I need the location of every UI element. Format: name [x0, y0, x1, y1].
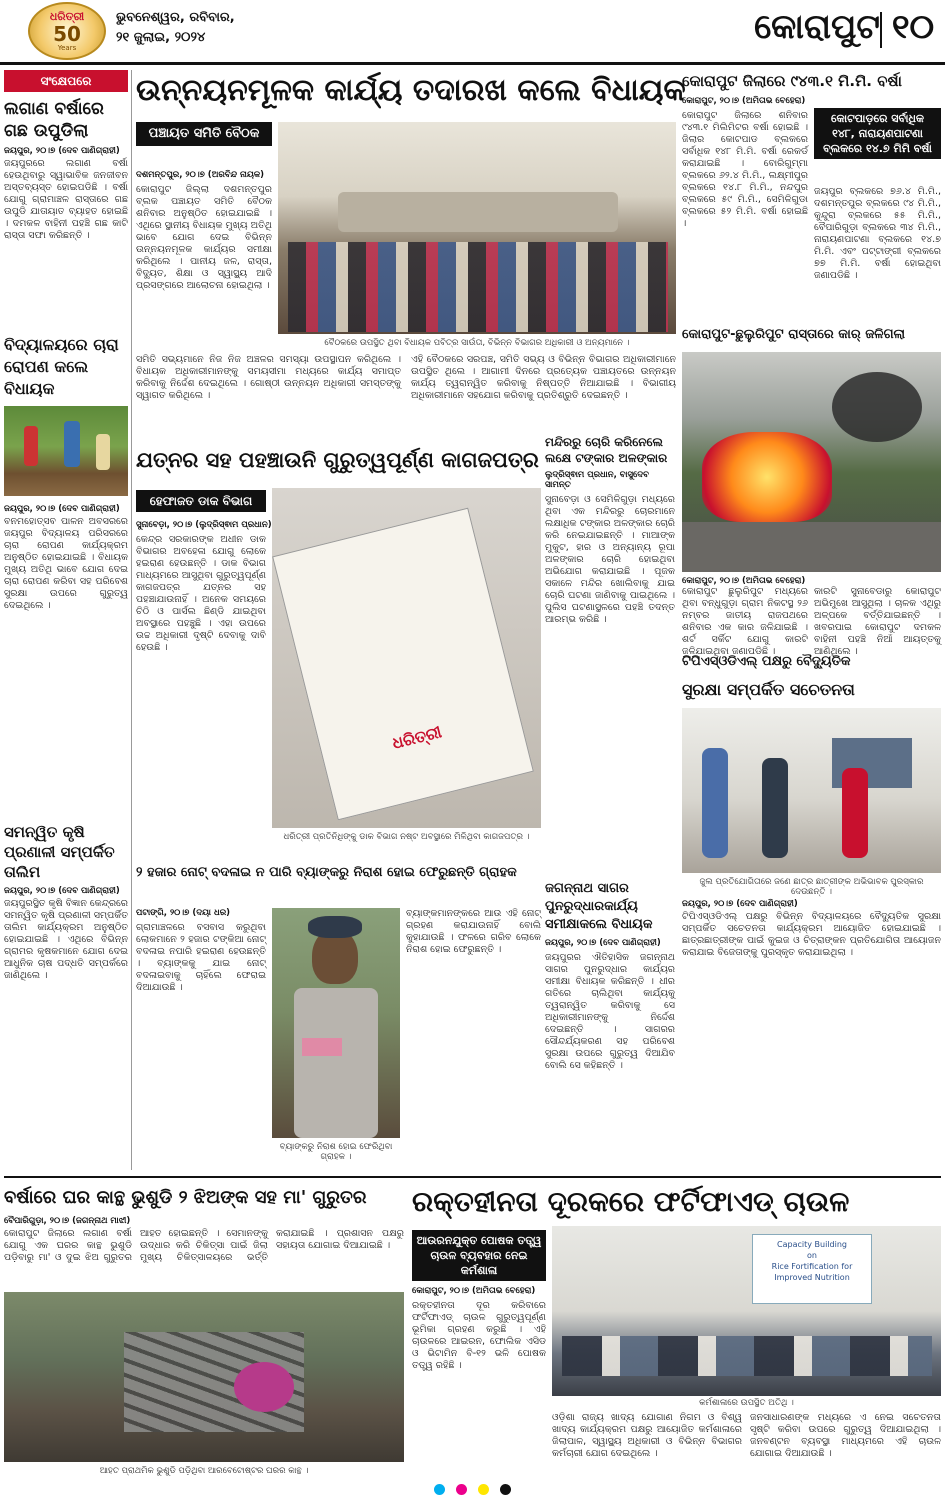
temple-headline: ମନ୍ଦିରରୁ ଚୋରି କରିନେଲେ ଲକ୍ଷେ ଟଙ୍କାର ଅଳଙ୍କାର — [545, 435, 668, 465]
lead-text-3: ଏହି ବୈଠକରେ ସରପଞ୍ଚ, ସମିତି ସଭ୍ୟ ଓ ବିଭିନ୍ନ ବିଭାଗର ଅଧିକାରୀମାନେ ଉପସ୍ଥିତ ଥିଲେ । ଆଗାମୀ ଦିନରେ ପ୍ରତ୍ୟେକ ପଞ୍ଚାୟତରେ ଉନ୍ନୟନ କାର୍ଯ୍ୟ ତ୍ୱରାନ୍ୱିତ କରିବାକୁ ନିଷ୍ପତ୍ତି ନିଆଯାଇଛି । ବିଭାଗୀୟ ଅଧିକାରୀମାନେ ସହଯୋଗ କରିବାକୁ ପ୍ରତିଶ୍ରୁତି ଦେଇଛନ୍ତି । — [411, 354, 676, 401]
car-story — [682, 320, 941, 657]
house-headline: ବର୍ଷାରେ ଘର କାନ୍ଥ ଭୁଶୁଡି ୨ ଝିଅଙ୍କ ସହ ମା' ଗୁରୁତର — [4, 1187, 367, 1208]
safety-text: ଟିପିଏସ୍‌ଓଡିଏଲ୍ ପକ୍ଷରୁ ବିଭିନ୍ନ ବିଦ୍ୟାଳୟରେ ବୈଦ୍ୟୁତିକ ସୁରକ୍ଷା ସମ୍ପର୍କିତ ସଚେତନତା କାର୍ଯ୍ୟକ୍ରମ ଆୟୋଜିତ ହୋଇଯାଇଛି । ଛାତ୍ରଛାତ୍ରୀଙ୍କ ପାଇଁ କୁଇଜ ଓ ଚିତ୍ରାଙ୍କନ ପ୍ରତିଯୋଗିତା ଆୟୋଜନ କରାଯାଇ ବିଜେତାଙ୍କୁ ପୁରସ୍କୃତ କରାଯାଇଥିଲା । — [682, 911, 941, 958]
safety-text-continued — [682, 970, 941, 1140]
brief-2-photo — [4, 406, 128, 496]
lead-caption: ବୈଠକରେ ଉପସ୍ଥିତ ଥିବା ବିଧାୟକ ପବିତ୍ର ସାଉଁତା, ବିଭିନ୍ନ ବିଭାଗର ଅଧିକାରୀ ଓ ଅନ୍ୟମାନେ । — [324, 338, 630, 348]
jagannath-byline: ଜୟପୁର, ୨୦।୭ (ଦେବ ପାଣିଗ୍ରାହୀ) — [545, 938, 661, 948]
dateline-place: ଭୁବନେଶ୍ୱର, ରବିବାର, — [116, 10, 235, 25]
post-text: କେନ୍ଦ୍ର ସରକାରଙ୍କ ଅଧୀନ ଡାକ ବିଭାଗର ଅବହେଳା ଯୋଗୁ ଲୋକେ ହଇରାଣ ହେଉଛନ୍ତି । ଡାକ ବିଭାଗ ମାଧ୍ୟମରେ ଆସୁଥିବା ଗୁରୁତ୍ୱପୂର୍ଣ୍ଣ କାଗଜପତ୍ର ଯତ୍ନର ସହ ପହଞ୍ଚାଯାଉନାହିଁ । ଅନେକ ସମୟରେ ଚିଠି ଓ ପାର୍ସଲ ଛିଣ୍ଡି ଯାଇଥିବା ଅବସ୍ଥାରେ ପହଞ୍ଚୁଛି । ଏହା ଉପରେ ଉଚ୍ଚ ଅଧିକାରୀ ଦୃଷ୍ଟି ଦେବାକୁ ଦାବି ହେଉଛି । — [136, 534, 266, 653]
car-text-1: କୋରାପୁଟ ଛୁଲୁରିପୁଟ ମଧ୍ୟରେ ଥିବା ବନ୍ଧୁଗୁଡ଼ା ଗ୍ରାମ ନିକଟସ୍ଥ ୨୬ ନମ୍ବର ଜାତୀୟ ରାଜପଥରେ ଶନିବାର ଏକ କାର ଜଳିଯାଇଛି । ଶର୍ଟ ସର୍କିଟ ଯୋଗୁ କାରଟି ଜଳିଯାଇଥିବା ଜଣାପଡିଛି । — [682, 586, 808, 657]
temple-byline: ଲୁଦ୍ରିସ୍ଵାମ ପ୍ରଧାନ, ବାସୁଦେବ ସାମନ୍ତ — [545, 470, 649, 490]
brief-1-text: ଜୟପୁରରେ ଲଗାଣ ବର୍ଷା ହେଉଥିବାରୁ ସ୍ୱାଭାବିକ ଜନଜୀବନ ଅସ୍ତବ୍ୟସ୍ତ ହୋଇପଡିଛି । ବର୍ଷା ଯୋଗୁ ଗ୍ରାମାଞ୍ଚଳ ରାସ୍ତାରେ ଗଛ ଉପୁଡି ଯାତାୟାତ ବ୍ୟାହତ ହୋଇଛି । ଦମକଳ ବାହିନୀ ପହଞ୍ଚି ଗଛ କାଟି ରାସ୍ତା ସଫା କରିଛନ୍ତି । — [4, 158, 128, 241]
jagannath-headline: ଜଗନ୍ନାଥ ସାଗର ପୁନରୁଦ୍ଧାରକାର୍ଯ୍ୟ ସମୀକ୍ଷାକଲେ ବିଧାୟକ — [545, 881, 653, 932]
rice-text-2: ଓଡ଼ିଶା ରାଜ୍ୟ ଖାଦ୍ୟ ଯୋଗାଣ ନିଗମ ଓ ବିଶ୍ୱ ଖାଦ୍ୟ କାର୍ଯ୍ୟକ୍ରମ ପକ୍ଷରୁ ଆୟୋଜିତ କର୍ମଶାଳାରେ ଜିଲାପାଳ, ସ୍ୱାସ୍ଥ୍ୟ ଅଧିକାରୀ ଓ ବିଭିନ୍ନ ବିଭାଗର କର୍ମଚାରୀ ଯୋଗ ଦେଇଥିଲେ । — [552, 1412, 742, 1459]
briefs-divider — [131, 70, 132, 1170]
lead-byline: ଦଶମନ୍ତପୁର, ୨୦।୭ (ଅରବିନ୍ଦ ନାୟକ) — [136, 170, 265, 180]
header-rule — [0, 62, 945, 65]
post-tag: ହେଫାଜତ ଡାକ ବିଭାଗ — [136, 490, 266, 512]
brief-2-byline: ଜୟପୁର, ୨୦।୭ (ଦେବ ପାଣିଗ୍ରାହୀ) — [4, 504, 120, 514]
brief-2-text: ବନମହୋତ୍ସବ ପାଳନ ଅବସରରେ ଜୟପୁର ବିଦ୍ୟାଳୟ ପରିସରରେ ଚାରା ରୋପଣ କାର୍ଯ୍ୟକ୍ରମ ଅନୁଷ୍ଠିତ ହୋଇଯାଇଛି । ବିଧାୟକ ମୁଖ୍ୟ ଅତିଥି ଭାବେ ଯୋଗ ଦେଇ ଚାରା ରୋପଣ କରିବା ସହ ପରିବେଶ ସୁରକ୍ଷା ଉପରେ ଗୁରୁତ୍ୱ ଦେଇଥିଲେ । — [4, 516, 128, 611]
rice-text-3: ଜନସାଧାରଣଙ୍କ ମଧ୍ୟରେ ଏ ନେଇ ସଚେତନତା ସୃଷ୍ଟି କରିବା ଉପରେ ଗୁରୁତ୍ୱ ଦିଆଯାଇଥିଲା । ଜନବଣ୍ଟନ ବ୍ୟବସ୍ଥା ମାଧ୍ୟମରେ ଏହି ଚାଉଳ ଯୋଗାଇ ଦିଆଯାଉଛି । — [750, 1412, 941, 1459]
rice-banner — [752, 1234, 872, 1304]
rice-caption: କର୍ମଶାଳାରେ ଉପସ୍ଥିତ ଅତିଥି । — [699, 1398, 794, 1408]
rice-photo — [552, 1226, 941, 1396]
car-text-2: କାରଟି ସୁନାବେଡାରୁ କୋରାପୁଟ ଅଭିମୁଖେ ଆସୁଥିଲା । ଚାଳକ ଏଥିରୁ ଅଳ୍ପକେ ବର୍ତ୍ତିଯାଇଛନ୍ତି । ଖବରପାଇ କୋରାପୁଟ ଦମକଳ ବାହିନୀ ପହଞ୍ଚି ନିଆଁ ଆୟତ୍ତକୁ ଆଣିଥିଲେ । — [814, 586, 941, 657]
jagannath-story — [545, 880, 675, 1170]
temple-text: ସୁନାବେଡ଼ା ଓ ସେମିଳିଗୁଡ଼ା ମଧ୍ୟରେ ଥିବା ଏକ ମନ୍ଦିରରୁ ଚୋରମାନେ ଲକ୍ଷାଧିକ ଟଙ୍କାର ଅଳଙ୍କାର ଚୋରି କରି ନେଇଯାଇଛନ୍ତି । ମାଆଙ୍କ ମୁକୁଟ, ହାର ଓ ଅନ୍ୟାନ୍ୟ ରୂପା ଅଳଙ୍କାର ଚୋରି ହୋଇଥିବା ଅଭିଯୋଗ କରାଯାଇଛି । ପୂଜକ ସକାଳେ ମନ୍ଦିର ଖୋଲିବାକୁ ଯାଇ ଚୋରି ଘଟଣା ଜାଣିବାକୁ ପାଇଥିଲେ । ପୁଲିସ ଘଟଣାସ୍ଥଳରେ ପହଞ୍ଚି ତଦନ୍ତ ଆରମ୍ଭ କରିଛି । — [545, 494, 675, 625]
magenta-swatch-icon — [456, 1484, 467, 1495]
temple-story — [545, 434, 675, 854]
logo-years: 50 — [53, 22, 81, 46]
rice-banner-line-4: Improved Nutrition — [774, 1273, 850, 1282]
black-swatch-icon — [500, 1484, 511, 1495]
safety-story — [682, 648, 941, 968]
notes-headline: ୨ ହଜାର ନୋଟ୍ ବଦଳାଇ ନ ପାରି ବ୍ୟାଙ୍କରୁ ନିରାଶ ହୋଇ ଫେରୁଛନ୍ତି ଗ୍ରାହକ — [136, 865, 517, 880]
lead-headline: ଉନ୍ନୟନମୂଳକ କାର୍ଯ୍ୟ ତଦାରଖ କଲେ ବିଧାୟକ — [136, 73, 686, 108]
post-envelope-label: ଧରିତ୍ରୀ — [390, 722, 444, 753]
logo-text: ଧରିତ୍ରୀ — [49, 10, 85, 23]
safety-headline-1: ଟିପିଏସ୍‌ଓଡିଏଲ୍ ପକ୍ଷରୁ ବୈଦ୍ୟୁତିକ — [682, 654, 851, 669]
masthead — [0, 0, 945, 64]
car-byline: କୋରାପୁଟ, ୨୦।୭ (ଅମିତାଭ ବେହେରା) — [682, 576, 806, 586]
rain-highlight-box: କୋଟପାଡ଼ରେ ସର୍ବାଧିକ ୧୪୮, ନାରାୟଣପାଟଣା ବ୍ଲକରେ ୧୪.୭ ମିମି ବର୍ଷା — [814, 108, 941, 159]
brief-2-headline: ବିଦ୍ୟାଳୟରେ ଚାରା ରୋପଣ କଲେ ବିଧାୟକ — [4, 335, 119, 398]
rice-banner-line-1: Capacity Building — [777, 1240, 847, 1249]
rain-byline: କୋରାପୁଟ, ୨୦।୭ (ଅମିତାଭ ବେହେରା) — [682, 96, 806, 106]
car-headline: କୋରାପୁଟ-ଛୁଲୁରିପୁଟ ରାସ୍ତାରେ କାର୍ ଜଳିଗଲା — [682, 327, 906, 342]
rain-headline: କୋରାପୁଟ ଜିଲାରେ ୯୪୩.୧ ମି.ମି. ବର୍ଷା — [682, 72, 902, 90]
page-number: ୧୦ — [891, 7, 935, 47]
notes-text-2: ବ୍ୟାଙ୍କମାନଙ୍କରେ ଆଉ ଏହି ନୋଟ୍ ଗ୍ରହଣ କରାଯାଉନାହିଁ ବୋଲି କୁହାଯାଉଛି । ଫଳରେ ଗରିବ ଲୋକେ ନିରାଶ ହୋଇ ଫେରୁଛନ୍ତି । — [406, 908, 541, 955]
safety-photo — [682, 708, 941, 873]
lead-story — [136, 68, 686, 433]
logo-sub: Years — [57, 44, 77, 52]
brief-3-text: ଜୟପୁରସ୍ଥିତ କୃଷି ବିଜ୍ଞାନ କେନ୍ଦ୍ରରେ ସମନ୍ୱିତ କୃଷି ପ୍ରଣାଳୀ ସମ୍ପର୍କିତ ତାଲିମ କାର୍ଯ୍ୟକ୍ରମ ଅନୁଷ୍ଠିତ ହୋଇଯାଇଛି । ଏଥିରେ ବିଭିନ୍ନ ଗ୍ରାମର କୃଷକମାନେ ଯୋଗ ଦେଇ ଆଧୁନିକ ଚାଷ ପଦ୍ଧତି ସମ୍ପର୍କରେ ଜାଣିଥିଲେ । — [4, 898, 129, 981]
bottom-section-rule — [4, 1176, 941, 1178]
notes-caption: ବ୍ୟାଙ୍କରୁ ନିରାଶ ହୋଇ ଫେରିଥିବା ଗ୍ରାହକ । — [279, 1142, 393, 1162]
rice-headline: ରକ୍ତହୀନତା ଦୂରକରେ ଫର୍ଟିଫାଏଡ୍ ଚାଉଳ — [412, 1185, 850, 1218]
briefs-column — [4, 70, 128, 1170]
post-caption: ଧରିତ୍ରୀ ପ୍ରତିନିଧିଙ୍କୁ ଡାକ ବିଭାଗ ନଷ୍ଟ ଅବସ୍ଥାରେ ମିଳିଥିବା କାଗଜପତ୍ର । — [283, 832, 530, 842]
dateline-date: ୨୧ ଜୁଲାଇ, ୨୦୨୪ — [116, 30, 206, 45]
cyan-swatch-icon — [434, 1484, 445, 1495]
logo-badge — [28, 2, 106, 60]
rice-story — [412, 1182, 941, 1477]
brief-3-byline: ଜୟପୁର, ୨୦।୭ (ଦେବ ପାଣିଗ୍ରାହୀ) — [4, 886, 120, 896]
rice-banner-line-2: on — [807, 1251, 817, 1260]
lead-tag: ପଞ୍ଚାୟତ ସମିତି ବୈଠକ — [136, 122, 272, 146]
post-story — [136, 438, 541, 848]
brief-1-headline: ଲଗାଣ ବର୍ଷାରେ ଗଛ ଉପୁଡିଲା — [4, 99, 104, 141]
house-text: କୋରାପୁଟ ଜିଲାରେ ଲଗାଣ ବର୍ଷା ଯୋଗୁ ଏକ ଘରର କାନ୍ଥ ଭୁଶୁଡି ପଡ଼ିବାରୁ ମା' ଓ ଦୁଇ ଝିଅ ଗୁରୁତର ଆହତ ହୋଇଛନ୍ତି । ସେମାନଙ୍କୁ ଉଦ୍ଧାର କରି ଚିକିତ୍ସା ପାଇଁ ଜିଲା ମୁଖ୍ୟ ଚିକିତ୍ସାଳୟରେ ଭର୍ତ୍ତି କରାଯାଇଛି । ପ୍ରଶାସନ ପକ୍ଷରୁ ସହାୟତା ଯୋଗାଇ ଦିଆଯାଇଛି । — [4, 1228, 404, 1263]
jagannath-text: ଜୟପୁରର ଐତିହାସିକ ଜଗନ୍ନାଥ ସାଗର ପୁନରୁଦ୍ଧାର କାର୍ଯ୍ୟର ସମୀକ୍ଷା ବିଧାୟକ କରିଛନ୍ତି । ଧୀର ଗତିରେ ଚାଲିଥିବା କାର୍ଯ୍ୟକୁ ତ୍ୱରାନ୍ୱିତ କରିବାକୁ ସେ ଅଧିକାରୀମାନଙ୍କୁ ନିର୍ଦ୍ଦେଶ ଦେଇଛନ୍ତି । ସାଗରର ସୌନ୍ଦର୍ଯ୍ୟକରଣ ସହ ପରିବେଶ ସୁରକ୍ଷା ଉପରେ ଗୁରୁତ୍ୱ ଦିଆଯିବ ବୋଲି ସେ କହିଛନ୍ତି । — [545, 952, 675, 1071]
section-title: କୋରାପୁଟ — [754, 7, 880, 47]
section-divider — [880, 12, 882, 48]
rice-tag: ଆଉରନଯୁକ୍ତ ପୋଷକ ତତ୍ତ୍ୱ ଚାଉଳ ବ୍ୟବହାର ନେଇ କର୍ମଶାଳା — [412, 1230, 546, 1281]
notes-photo — [272, 908, 400, 1138]
lead-photo — [278, 122, 676, 334]
dateline — [116, 8, 376, 48]
rice-byline: କୋରାପୁଟ, ୨୦।୭ (ଅମିତାଭ ବେହେରା) — [412, 1286, 536, 1296]
rain-story — [682, 68, 941, 328]
brief-1-byline: ଜୟପୁର, ୨୦।୭ (ଦେବ ପାଣିଗ୍ରାହୀ) — [4, 146, 120, 156]
post-photo — [272, 488, 541, 828]
yellow-swatch-icon — [478, 1484, 489, 1495]
car-photo — [682, 352, 941, 572]
safety-byline: ଜୟପୁର, ୨୦।୭ (ଦେବ ପାଣିଗ୍ରାହୀ) — [682, 899, 798, 909]
rice-text-1: ରକ୍ତହୀନତା ଦୂର କରିବାରେ ଫର୍ଟିଫାଏଡ୍ ଚାଉଳ ଗୁରୁତ୍ୱପୂର୍ଣ୍ଣ ଭୂମିକା ଗ୍ରହଣ କରୁଛି । ଏହି ଚାଉଳରେ ଆଇରନ, ଫୋଲିକ ଏସିଡ ଓ ଭିଟାମିନ ବି-୧୨ ଭଳି ପୋଷକ ତତ୍ତ୍ୱ ରହିଛି । — [412, 1300, 546, 1371]
safety-caption: ଜୁଲ ପ୍ରତିଯୋଗିତାରେ ଜଣେ ଛାତ୍ର ଛାତ୍ରୀଙ୍କ ଅଭିଭାବକ ପୁରସ୍କାର ଦେଉଛନ୍ତି । — [699, 877, 924, 897]
house-byline: ବୈପାରିଗୁଡ଼ା, ୨୦।୭ (ଜଗନ୍ନାଥ ମାଝୀ) — [4, 1216, 131, 1226]
notes-story — [136, 858, 541, 1170]
post-headline: ଯତ୍ନର ସହ ପହଞ୍ଚାଉନି ଗୁରୁତ୍ୱପୂର୍ଣ୍ଣ କାଗଜପତ୍ର — [136, 448, 539, 472]
notes-text-1: ଗ୍ରାମାଞ୍ଚଳରେ ବସବାସ କରୁଥିବା ଲୋକମାନେ ୨ ହଜାର ଟଙ୍କିଆ ନୋଟ୍ ବଦଳାଇ ନପାରି ହଇରାଣ ହେଉଛନ୍ତି । ବ୍ୟାଙ୍କକୁ ଯାଇ ନୋଟ୍ ବଦଳାଇବାକୁ ଚାହିଁଲେ ଫେରାଇ ଦିଆଯାଉଛି । — [136, 922, 266, 993]
safety-headline-2: ସୁରକ୍ଷା ସମ୍ପର୍କିତ ସଚେତନତା — [682, 680, 855, 699]
rice-banner-line-3: Rice Fortification for — [771, 1262, 853, 1271]
brief-3-headline: ସମନ୍ୱିତ କୃଷି ପ୍ରଣାଳୀ ସମ୍ପର୍କିତ ତାଲିମ — [4, 823, 115, 881]
print-registration-strip — [0, 1480, 945, 1497]
lead-text-2: ସମିତି ସଭ୍ୟମାନେ ନିଜ ନିଜ ଅଞ୍ଚଳର ସମସ୍ୟା ଉପସ୍ଥାପନ କରିଥିଲେ । ବିଧାୟକ ଅଧିକାରୀମାନଙ୍କୁ ସମୟସୀମା ମଧ୍ୟରେ କାର୍ଯ୍ୟ ସମାପ୍ତ କରିବାକୁ ନିର୍ଦ୍ଦେଶ ଦେଇଥିଲେ । ଗୋଷ୍ଠୀ ଉନ୍ନୟନ ଅଧିକାରୀ ସମସ୍ତଙ୍କୁ ସ୍ୱାଗତ କରିଥିଲେ । — [136, 354, 401, 401]
house-photo — [4, 1292, 404, 1462]
house-caption: ଆହତ ପ୍ରାଥମିକ ଭୁଶୁଡି ପଡ଼ିଥିବା ଆରବେଟୋଷ୍ଟର ଘରର କାନ୍ଥ । — [99, 1466, 309, 1476]
rain-text-2: ଜୟପୁର ବ୍ଲକରେ ୭୬.୪ ମି.ମି., ଦଶମନ୍ତପୁର ବ୍ଲକରେ ୯୪ ମି.ମି., କୁନ୍ଦୁରା ବ୍ଲକରେ ୫୫ ମି.ମି., ବୈପାରିଗୁଡ଼ା ବ୍ଲକରେ ୩୪ ମି.ମି., ନାରାୟଣପାଟଣା ବ୍ଲକରେ ୧୪.୭ ମି.ମି. ଏବଂ ପଟ୍ଟାଙ୍ଗୀ ବ୍ଲକରେ ୭୭ ମି.ମି. ବର୍ଷା ହୋଇଥିବା ଜଣାପଡିଛି । — [814, 186, 941, 281]
briefs-tag: ସଂକ୍ଷେପରେ — [4, 70, 128, 92]
lead-text-1: କୋରାପୁଟ ଜିଲ୍ଲା ଦଶମନ୍ତପୁର ବ୍ଲକ ପଞ୍ଚାୟତ ସମିତି ବୈଠକ ଶନିବାର ଅନୁଷ୍ଠିତ ହୋଇଯାଇଛି । ଏଥିରେ ସ୍ଥାନୀୟ ବିଧାୟକ ମୁଖ୍ୟ ଅତିଥି ଭାବେ ଯୋଗ ଦେଇ ବିଭିନ୍ନ ଉନ୍ନୟନମୂଳକ କାର୍ଯ୍ୟର ସମୀକ୍ଷା କରିଥିଲେ । ପାନୀୟ ଜଳ, ରାସ୍ତା, ବିଦ୍ୟୁତ, ଶିକ୍ଷା ଓ ସ୍ୱାସ୍ଥ୍ୟ ଆଦି ପ୍ରସଙ୍ଗରେ ଆଲୋଚନା ହୋଇଥିଲା । — [136, 184, 272, 291]
post-byline: ସୁନାବେଡ଼ା, ୨୦।୭ (ଲୁଦ୍ରିସ୍ଵାମ ପ୍ରଧାନ) — [136, 520, 272, 530]
house-story — [4, 1182, 404, 1477]
notes-byline: ପଟାଙ୍ଗି, ୨୦।୭ (ଦୟା ଧର) — [136, 908, 231, 918]
rain-text-1: କୋରାପୁଟ ଜିଲାରେ ଶନିବାର ୯୪୩.୧ ମିଲିମିଟର ବର୍ଷା ହୋଇଛି । ଜିଲାର କୋଟପାଡ ବ୍ଲକରେ ସର୍ବାଧିକ ୧୪୮ ମି.ମି. ବର୍ଷା ରେକର୍ଡ କରାଯାଇଛି । ବୋରିଗୁମ୍ମା ବ୍ଲକରେ ୬୨.୪ ମି.ମି., ଲକ୍ଷ୍ମୀପୁର ବ୍ଲକରେ ୧୪.୮ ମି.ମି., ନନ୍ଦପୁର ବ୍ଲକରେ ୫୯ ମି.ମି., ସେମିଳିଗୁଡା ବ୍ଲକରେ ୫୨ ମି.ମି. ବର୍ଷା ହୋଇଛି । — [682, 110, 808, 229]
